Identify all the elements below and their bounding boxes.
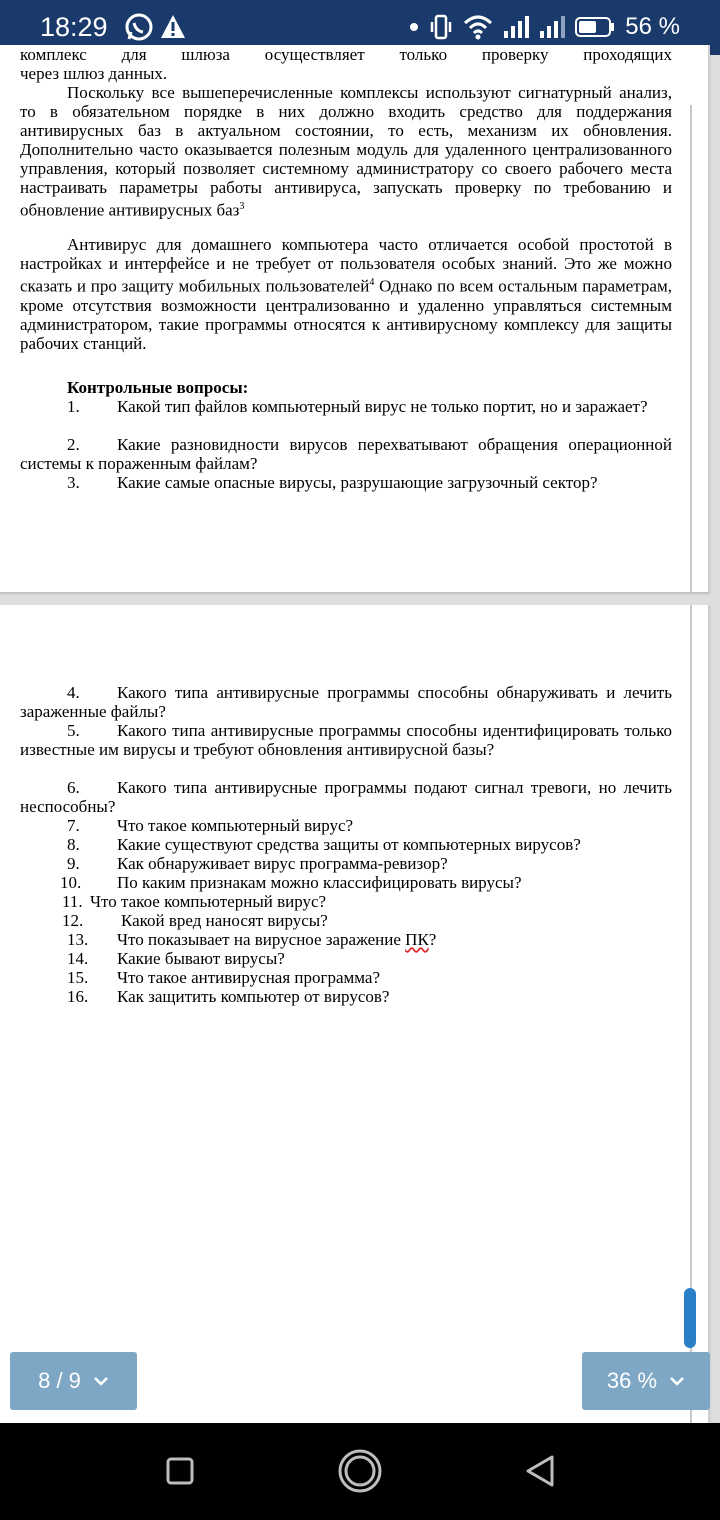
- footnote-ref-4: 4: [369, 277, 375, 288]
- question-text: Как защитить компьютер от вирусов?: [117, 987, 390, 1006]
- question-number: 16.: [67, 987, 89, 1006]
- list-item: [20, 968, 672, 987]
- wifi-icon: [463, 14, 493, 40]
- question-text: По каким признакам можно классифицировать вирусы?: [117, 873, 522, 892]
- question-text: Какие бывают вирусы?: [117, 949, 285, 968]
- list-item: [20, 473, 672, 492]
- question-number: 7.: [67, 816, 80, 835]
- list-item: [20, 930, 672, 949]
- chevron-down-icon: [669, 1376, 685, 1386]
- signal-icon-2: [539, 15, 565, 39]
- question-text: [20, 930, 672, 949]
- question-number: 12.: [62, 911, 84, 930]
- vibrate-icon: [429, 13, 453, 41]
- recents-square-icon[interactable]: [165, 1451, 195, 1491]
- page-indicator-button[interactable]: [10, 1352, 137, 1410]
- question-number: 1.: [67, 397, 80, 416]
- spellcheck-mark: ПК: [405, 930, 429, 949]
- question-number: 4.: [67, 683, 80, 702]
- page-margin-line: [690, 105, 692, 592]
- question-number: 5.: [67, 721, 80, 740]
- warning-icon: [160, 14, 186, 40]
- list-item: [20, 949, 672, 968]
- list-item: [20, 892, 672, 911]
- document-page-9: [0, 605, 710, 1435]
- question-text: Что такое компьютерный вирус?: [117, 816, 354, 835]
- question-text: Какого типа антивирусные программы способны обнаруживать и лечить зараженные файлы?: [20, 683, 672, 721]
- question-number: 8.: [67, 835, 80, 854]
- list-item: [20, 397, 672, 416]
- scrollbar-thumb[interactable]: [684, 1288, 696, 1348]
- question-text: Что такое компьютерный вирус?: [90, 892, 327, 911]
- question-number: 10.: [60, 873, 82, 892]
- question-text: Какой тип файлов компьютерный вирус не только портит, но и заражает?: [117, 397, 648, 416]
- paragraph-signature: [20, 83, 672, 220]
- battery-icon: [575, 16, 615, 38]
- list-item: [20, 835, 672, 854]
- question-number: 11.: [62, 892, 83, 911]
- question-text: Какой вред наносят вирусы?: [121, 911, 328, 930]
- signal-icon: [503, 15, 529, 39]
- paragraph-home-text-cont: Однако по всем остальным параметрам, кроме отсутствия возможности централизованно и удаленно управляться системным администратором, такие программы относятся к антивирусному комплексу для защиты рабочих станций.: [20, 276, 672, 353]
- whatsapp-icon: [124, 12, 154, 42]
- zoom-label: 36 %: [606, 1368, 658, 1393]
- back-triangle-icon[interactable]: [524, 1451, 556, 1491]
- dot-icon: [409, 22, 419, 32]
- question-text: Какого типа антивирусные программы способны идентифицировать только известные им вирусы и требуют обновления антивирусной базы?: [20, 721, 672, 759]
- page-indicator-label: 8 / 9: [38, 1368, 81, 1393]
- system-navigation-bar: [0, 1423, 720, 1520]
- document-viewer[interactable]: [0, 45, 720, 1423]
- section-heading: Контрольные вопросы:: [67, 378, 249, 397]
- text-line-gateway: через шлюз данных.: [20, 64, 168, 83]
- list-item: [20, 721, 672, 759]
- battery-percent: 56 %: [625, 13, 680, 40]
- paragraph-signature-text: Поскольку все вышеперечисленные комплексы используют сигнатурный анализ, то в обязательном порядке в них должно входить средство для поддержания антивирусных баз в актуальном состоянии, то есть, механизм их обновления. Дополнительно часто оказывается полезным модуль для удаленного централизованного управления, который позволяет системному администратору со своего рабочего места настраивать параметры работы антивируса, запускать проверку по требованию и обновление антивирусных баз: [20, 83, 672, 220]
- document-page-8: [0, 45, 710, 592]
- question-number: 13.: [67, 930, 89, 949]
- list-item: [20, 911, 672, 930]
- question-number: 2.: [67, 435, 80, 454]
- text-line-top: комплекс для шлюза осуществляет только проверку проходящих: [20, 45, 672, 64]
- list-item: [20, 873, 672, 892]
- question-text: Какие самые опасные вирусы, разрушающие загрузочный сектор?: [117, 473, 598, 492]
- footnote-ref-3: 3: [239, 201, 245, 212]
- question-number: 14.: [67, 949, 89, 968]
- chevron-down-icon: [93, 1376, 109, 1386]
- question-text-part: Что показывает на вирусное заражение: [117, 930, 406, 949]
- question-text: Какие существуют средства защиты от компьютерных вирусов?: [117, 835, 581, 854]
- question-number: 6.: [67, 778, 80, 797]
- question-number: 3.: [67, 473, 80, 492]
- paragraph-home-text: Антивирус для домашнего компьютера часто отличается особой простотой в настройках и интерфейсе и не требует от пользователя особых знаний. Это же можно сказать и про защиту мобильных пользователей: [20, 235, 672, 296]
- status-icons: [409, 12, 680, 42]
- question-text: Как обнаруживает вирус программа-ревизор?: [117, 854, 448, 873]
- clock: 18:29: [40, 12, 108, 42]
- paragraph-home-antivirus: [20, 235, 672, 353]
- list-item: [20, 778, 672, 816]
- list-item: [20, 987, 672, 1006]
- list-item: [20, 854, 672, 873]
- home-circle-icon[interactable]: [336, 1447, 384, 1495]
- question-number: 15.: [67, 968, 89, 987]
- question-text: Какие разновидности вирусов перехватывают обращения операционной системы к пораженным файлам?: [20, 435, 672, 473]
- question-number: 9.: [67, 854, 80, 873]
- list-item: [20, 683, 672, 721]
- list-item: [20, 435, 672, 473]
- question-text: Какого типа антивирусные программы подают сигнал тревоги, но лечить неспособны?: [20, 778, 672, 816]
- question-text-end: ?: [428, 930, 437, 949]
- list-item: [20, 816, 672, 835]
- question-text: Что такое антивирусная программа?: [117, 968, 381, 987]
- zoom-button[interactable]: [582, 1352, 710, 1410]
